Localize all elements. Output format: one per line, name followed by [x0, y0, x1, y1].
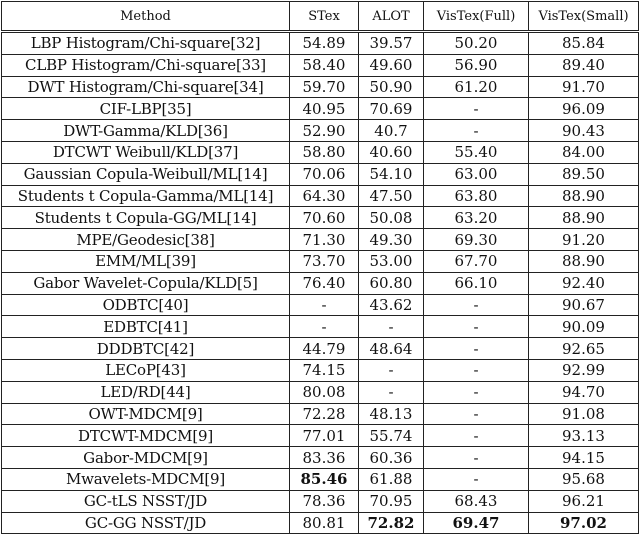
method-cell: CLBP Histogram/Chi-square[33]	[2, 54, 290, 76]
stex-cell: 44.79	[290, 338, 359, 360]
method-cell: DWT-Gamma/KLD[36]	[2, 120, 290, 142]
vistex-small-cell: 89.50	[529, 163, 639, 185]
table-row	[2, 403, 639, 425]
alot-cell: 53.00	[359, 250, 424, 272]
vistex-small-cell: 97.02	[529, 512, 639, 534]
method-cell: EDBTC[41]	[2, 316, 290, 338]
alot-cell: 60.80	[359, 272, 424, 294]
vistex-full-cell: 67.70	[424, 250, 529, 272]
alot-cell: 43.62	[359, 294, 424, 316]
method-cell: DWT Histogram/Chi-square[34]	[2, 76, 290, 98]
method-cell: LBP Histogram/Chi-square[32]	[2, 32, 290, 55]
vistex-full-cell: 68.43	[424, 490, 529, 512]
alot-cell: 48.13	[359, 403, 424, 425]
table-row	[2, 338, 639, 360]
table-row	[2, 468, 639, 490]
vistex-full-cell: -	[424, 403, 529, 425]
vistex-full-cell: -	[424, 359, 529, 381]
table-row	[2, 32, 639, 55]
alot-cell: 40.60	[359, 141, 424, 163]
alot-cell: 60.36	[359, 447, 424, 469]
stex-cell: -	[290, 294, 359, 316]
header-vistex-small: VisTex(Small)	[529, 2, 639, 32]
table-row	[2, 185, 639, 207]
alot-cell: 39.57	[359, 32, 424, 55]
vistex-small-cell: 88.90	[529, 207, 639, 229]
method-cell: ODBTC[40]	[2, 294, 290, 316]
stex-cell: 59.70	[290, 76, 359, 98]
method-cell: Gaussian Copula-Weibull/ML[14]	[2, 163, 290, 185]
vistex-small-cell: 92.99	[529, 359, 639, 381]
vistex-small-cell: 93.13	[529, 425, 639, 447]
header-stex: STex	[290, 2, 359, 32]
vistex-full-cell: 69.30	[424, 229, 529, 251]
vistex-full-cell: 63.00	[424, 163, 529, 185]
vistex-small-cell: 89.40	[529, 54, 639, 76]
alot-cell: 72.82	[359, 512, 424, 534]
table-row	[2, 250, 639, 272]
vistex-small-cell: 96.21	[529, 490, 639, 512]
stex-cell: 40.95	[290, 98, 359, 120]
vistex-small-cell: 84.00	[529, 141, 639, 163]
vistex-full-cell: -	[424, 316, 529, 338]
alot-cell: 55.74	[359, 425, 424, 447]
table-row	[2, 229, 639, 251]
vistex-full-cell: -	[424, 120, 529, 142]
method-cell: CIF-LBP[35]	[2, 98, 290, 120]
stex-cell: 74.15	[290, 359, 359, 381]
method-cell: Mwavelets-MDCM[9]	[2, 468, 290, 490]
header-alot: ALOT	[359, 2, 424, 32]
vistex-full-cell: 56.90	[424, 54, 529, 76]
stex-cell: 77.01	[290, 425, 359, 447]
table-row	[2, 425, 639, 447]
header-method: Method	[2, 2, 290, 32]
stex-cell: 83.36	[290, 447, 359, 469]
stex-cell: 80.08	[290, 381, 359, 403]
stex-cell: 70.06	[290, 163, 359, 185]
table-row	[2, 512, 639, 534]
stex-cell: 54.89	[290, 32, 359, 55]
vistex-full-cell: 63.20	[424, 207, 529, 229]
alot-cell: 48.64	[359, 338, 424, 360]
stex-cell: 76.40	[290, 272, 359, 294]
method-cell: MPE/Geodesic[38]	[2, 229, 290, 251]
stex-cell: 80.81	[290, 512, 359, 534]
method-cell: Students t Copula-Gamma/ML[14]	[2, 185, 290, 207]
table-row	[2, 447, 639, 469]
stex-cell: 58.40	[290, 54, 359, 76]
method-cell: DTCWT Weibull/KLD[37]	[2, 141, 290, 163]
vistex-small-cell: 88.90	[529, 250, 639, 272]
vistex-full-cell: -	[424, 294, 529, 316]
stex-cell: 78.36	[290, 490, 359, 512]
method-cell: Gabor Wavelet-Copula/KLD[5]	[2, 272, 290, 294]
alot-cell: 49.30	[359, 229, 424, 251]
table-row	[2, 207, 639, 229]
vistex-small-cell: 88.90	[529, 185, 639, 207]
stex-cell: 70.60	[290, 207, 359, 229]
table-row	[2, 381, 639, 403]
vistex-small-cell: 85.84	[529, 32, 639, 55]
alot-cell: -	[359, 316, 424, 338]
vistex-small-cell: 91.20	[529, 229, 639, 251]
vistex-full-cell: 61.20	[424, 76, 529, 98]
stex-cell: 52.90	[290, 120, 359, 142]
stex-cell: 72.28	[290, 403, 359, 425]
alot-cell: 54.10	[359, 163, 424, 185]
vistex-full-cell: -	[424, 381, 529, 403]
vistex-full-cell: 63.80	[424, 185, 529, 207]
vistex-small-cell: 90.43	[529, 120, 639, 142]
table-row	[2, 294, 639, 316]
alot-cell: 40.7	[359, 120, 424, 142]
vistex-full-cell: 66.10	[424, 272, 529, 294]
vistex-small-cell: 90.67	[529, 294, 639, 316]
vistex-full-cell: 69.47	[424, 512, 529, 534]
stex-cell: -	[290, 316, 359, 338]
vistex-small-cell: 95.68	[529, 468, 639, 490]
alot-cell: 49.60	[359, 54, 424, 76]
method-cell: Students t Copula-GG/ML[14]	[2, 207, 290, 229]
method-cell: DTCWT-MDCM[9]	[2, 425, 290, 447]
method-cell: GC-tLS NSST/JD	[2, 490, 290, 512]
method-cell: OWT-MDCM[9]	[2, 403, 290, 425]
method-cell: Gabor-MDCM[9]	[2, 447, 290, 469]
method-cell: DDDBTC[42]	[2, 338, 290, 360]
table-row	[2, 359, 639, 381]
alot-cell: 47.50	[359, 185, 424, 207]
table-row	[2, 316, 639, 338]
method-cell: EMM/ML[39]	[2, 250, 290, 272]
alot-cell: -	[359, 359, 424, 381]
stex-cell: 71.30	[290, 229, 359, 251]
header-row	[2, 2, 639, 32]
table-row	[2, 163, 639, 185]
vistex-full-cell: 50.20	[424, 32, 529, 55]
table-row	[2, 272, 639, 294]
vistex-full-cell: -	[424, 468, 529, 490]
alot-cell: 61.88	[359, 468, 424, 490]
stex-cell: 85.46	[290, 468, 359, 490]
vistex-small-cell: 96.09	[529, 98, 639, 120]
method-cell: LED/RD[44]	[2, 381, 290, 403]
vistex-small-cell: 91.08	[529, 403, 639, 425]
table-row	[2, 120, 639, 142]
alot-cell: -	[359, 381, 424, 403]
vistex-small-cell: 92.40	[529, 272, 639, 294]
vistex-small-cell: 94.70	[529, 381, 639, 403]
vistex-full-cell: -	[424, 98, 529, 120]
alot-cell: 50.08	[359, 207, 424, 229]
table-row	[2, 141, 639, 163]
table-row	[2, 76, 639, 98]
vistex-small-cell: 92.65	[529, 338, 639, 360]
table-row	[2, 54, 639, 76]
alot-cell: 70.69	[359, 98, 424, 120]
alot-cell: 50.90	[359, 76, 424, 98]
table-row	[2, 98, 639, 120]
vistex-small-cell: 90.09	[529, 316, 639, 338]
alot-cell: 70.95	[359, 490, 424, 512]
stex-cell: 64.30	[290, 185, 359, 207]
table-body	[2, 32, 639, 534]
vistex-full-cell: -	[424, 447, 529, 469]
stex-cell: 58.80	[290, 141, 359, 163]
method-cell: GC-GG NSST/JD	[2, 512, 290, 534]
header-vistex-full: VisTex(Full)	[424, 2, 529, 32]
stex-cell: 73.70	[290, 250, 359, 272]
vistex-small-cell: 91.70	[529, 76, 639, 98]
vistex-full-cell: 55.40	[424, 141, 529, 163]
method-cell: LECoP[43]	[2, 359, 290, 381]
vistex-small-cell: 94.15	[529, 447, 639, 469]
vistex-full-cell: -	[424, 425, 529, 447]
results-table	[1, 1, 639, 534]
vistex-full-cell: -	[424, 338, 529, 360]
table-row	[2, 490, 639, 512]
